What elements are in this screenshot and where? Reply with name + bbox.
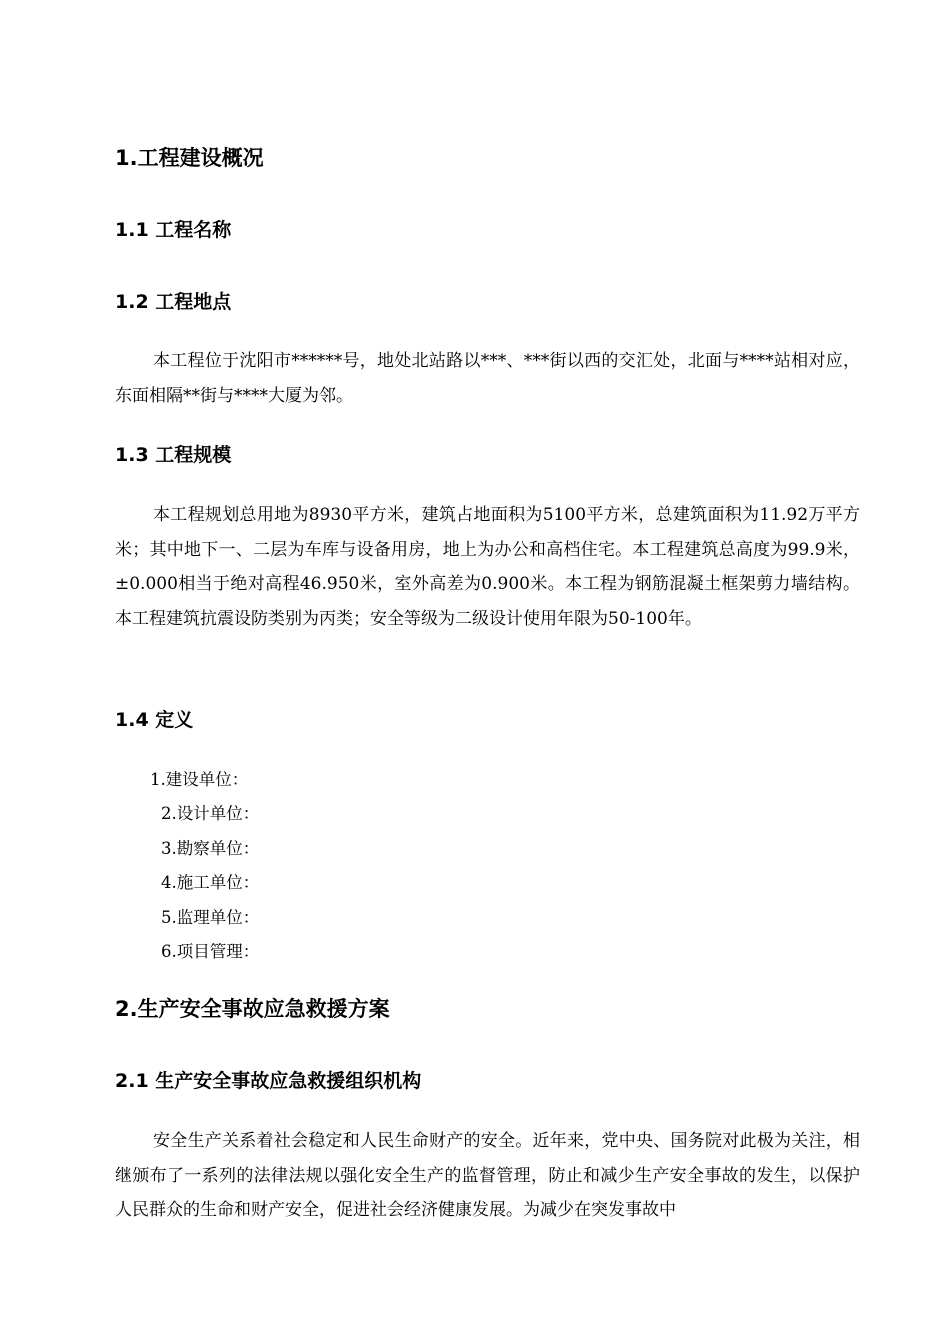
- definition-item-survey-unit: 3.勘察单位：: [161, 839, 260, 858]
- definition-item-supervision-unit: 5.监理单位：: [161, 908, 260, 927]
- heading-project-location: 1.2 工程地点: [115, 291, 232, 313]
- paragraph-emergency-organization: 安全生产关系着社会稳定和人民生命财产的安全。近年来，党中央、国务院对此极为关注，相继颁布了一系列的法律法规以强化安全生产的监督管理，防止和减少生产安全事故的发生，以保护人民群众的生命和财产安全，促进社会经济健康发展。为减少在突发事故中: [115, 1131, 860, 1220]
- heading-definitions: 1.4 定义: [115, 709, 194, 731]
- heading-project-name: 1.1 工程名称: [115, 219, 232, 241]
- paragraph-project-location: 本工程位于沈阳市******号，地处北站路以***、***街以西的交汇处，北面与****站相对应，东面相隔**街与****大厦为邻。: [115, 351, 860, 406]
- definition-item-design-unit: 2.设计单位：: [161, 804, 260, 823]
- heading-emergency-rescue-plan: 2.生产安全事故应急救援方案: [115, 997, 390, 1021]
- heading-emergency-organization: 2.1 生产安全事故应急救援组织机构: [115, 1070, 422, 1092]
- definition-item-construction-contractor: 4.施工单位：: [161, 873, 260, 892]
- definition-item-construction-unit: 1.建设单位：: [150, 770, 249, 789]
- heading-project-overview: 1.工程建设概况: [115, 146, 264, 170]
- heading-project-scale: 1.3 工程规模: [115, 444, 232, 466]
- paragraph-project-scale: 本工程规划总用地为8930平方米，建筑占地面积为5100平方米，总建筑面积为11.92万平方米；其中地下一、二层为车库与设备用房，地上为办公和高档住宅。本工程建筑总高度为99.9米，±0.000相当于绝对高程46.950米，室外高差为0.900米。本工程为钢筋混凝土框架剪力墙结构。本工程建筑抗震设防类别为丙类；安全等级为二级设计使用年限为50-100年。: [115, 505, 860, 629]
- definition-item-project-management: 6.项目管理：: [161, 942, 260, 961]
